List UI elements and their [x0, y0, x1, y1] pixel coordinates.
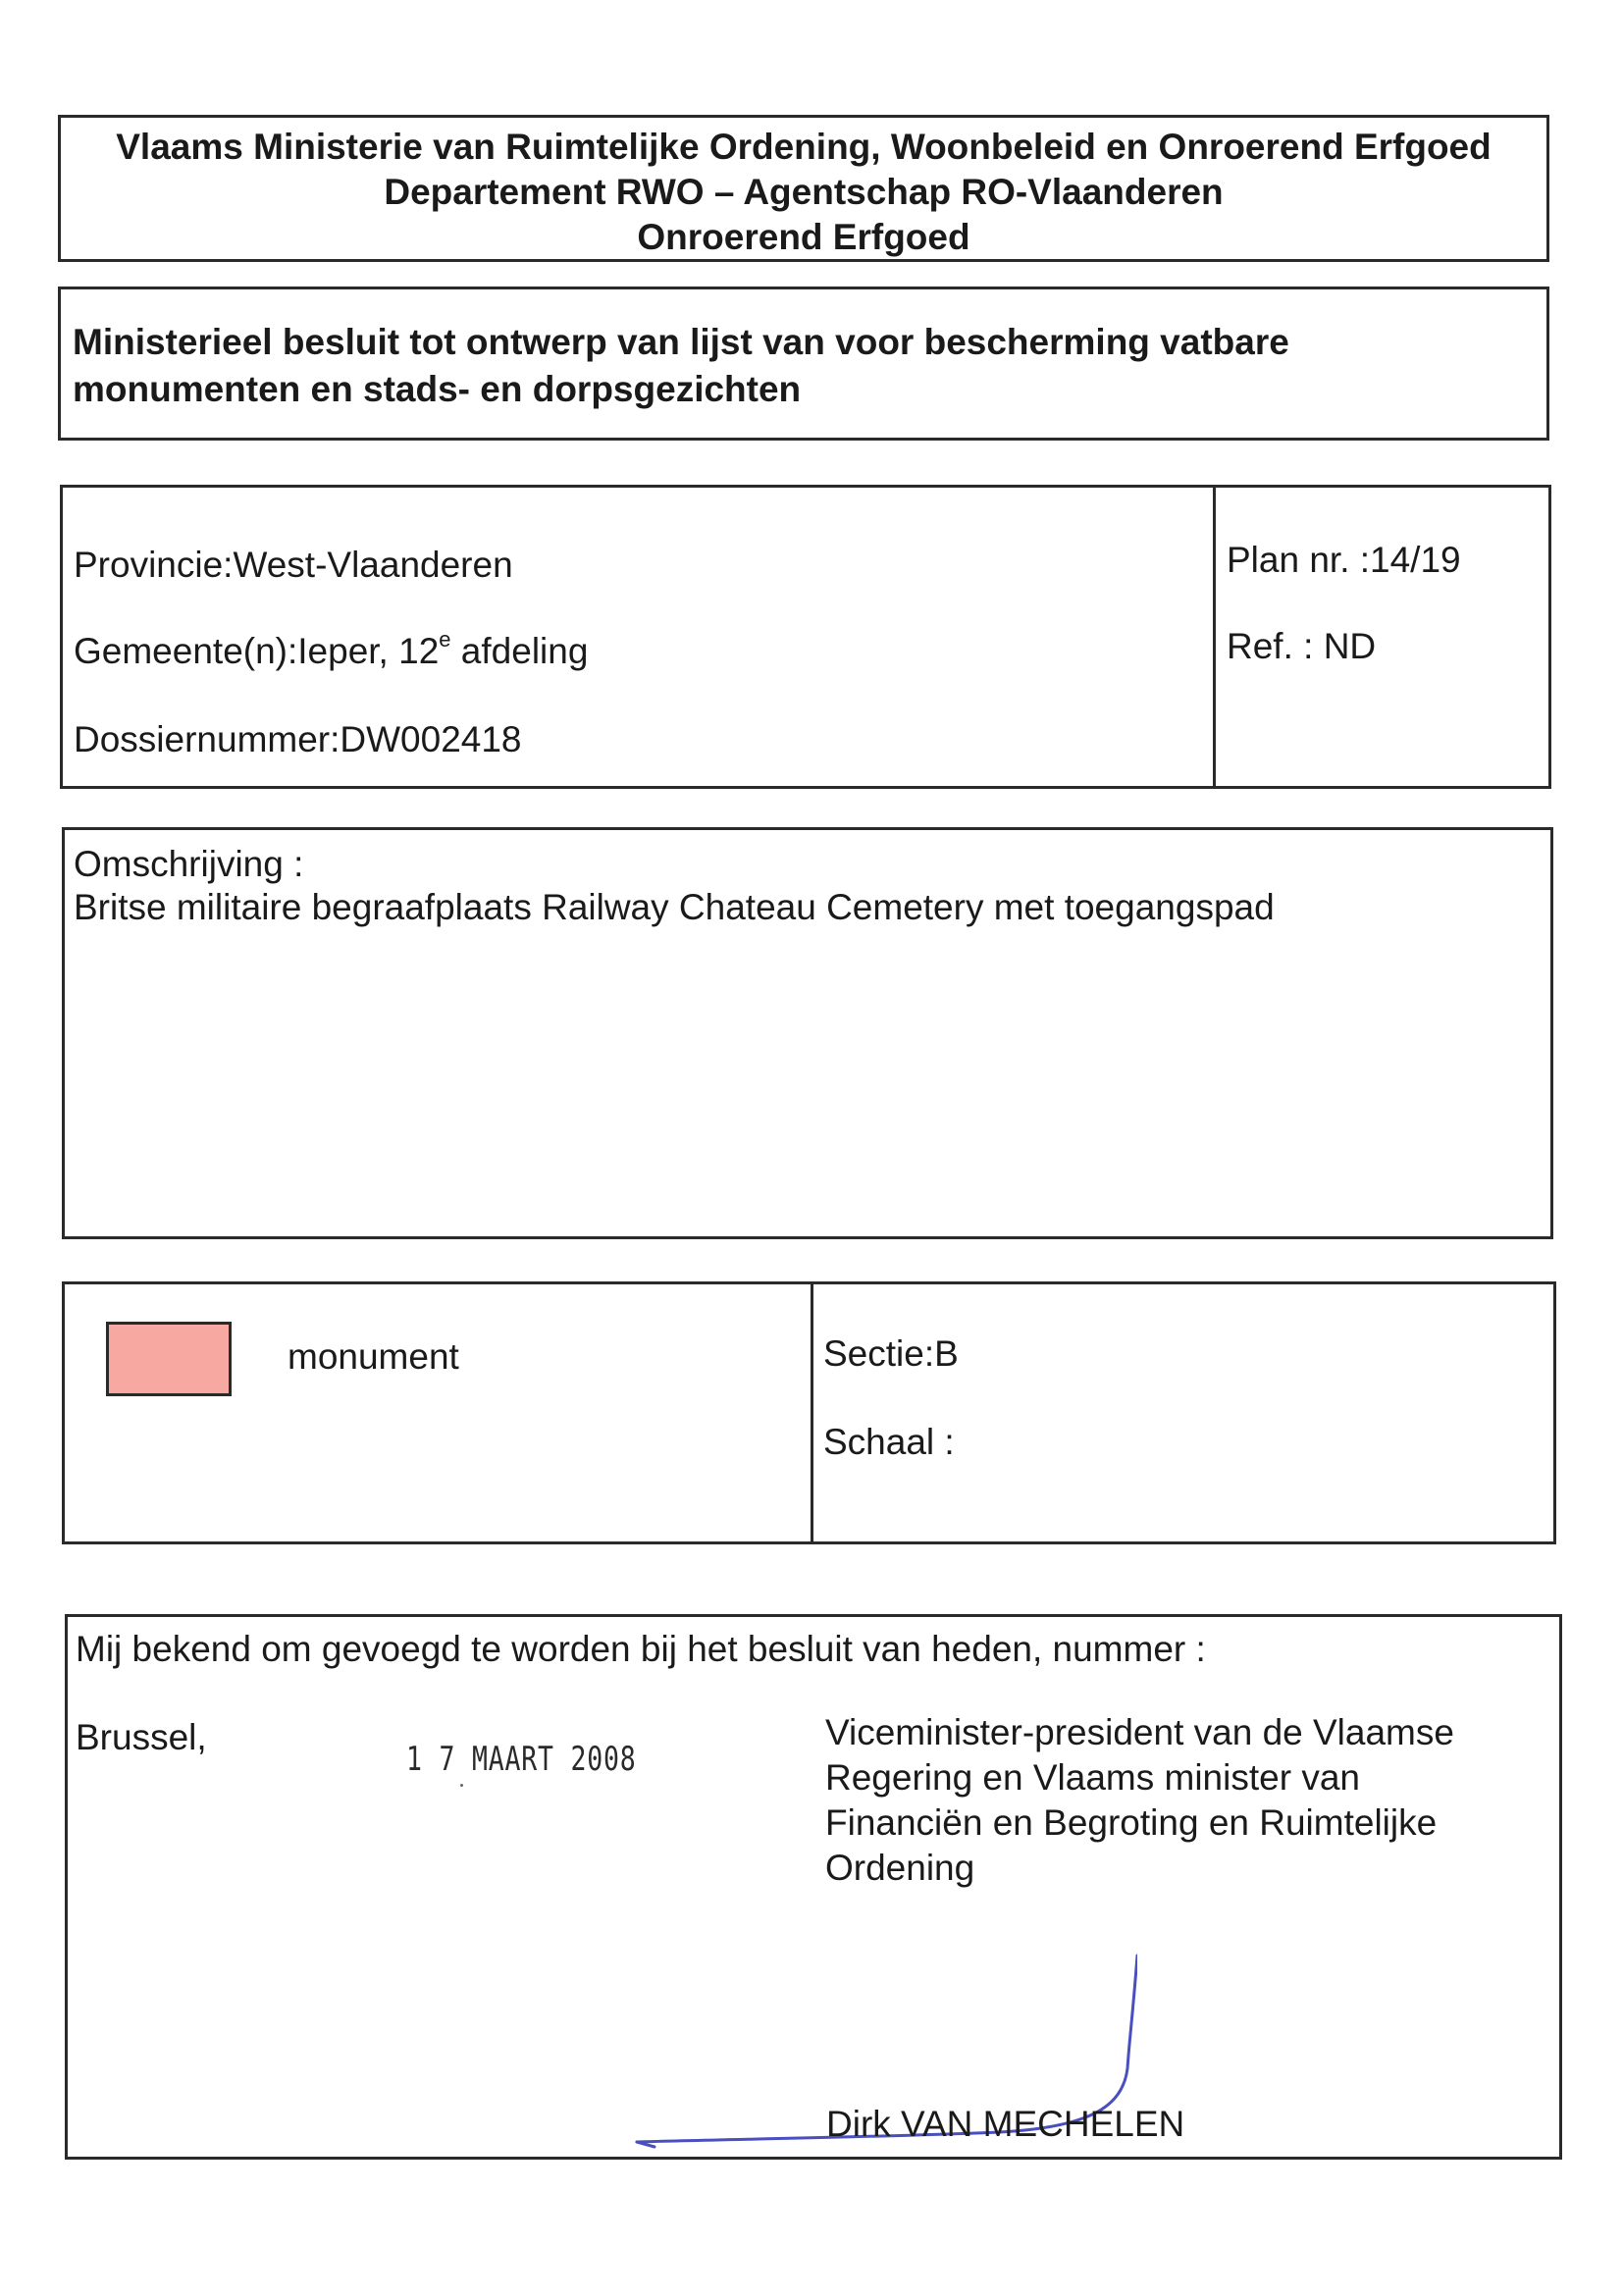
info-divider — [1213, 488, 1216, 786]
decree-title-line-1: Ministerieel besluit tot ontwerp van lijst van voor bescherming vatbare — [73, 322, 1289, 362]
municipality-text: Gemeente(n):Ieper, 12 — [74, 631, 440, 671]
description-text: Britse militaire begraafplaats Railway Chateau Cemetery met toegangspad — [74, 887, 1275, 927]
place-name: Brussel, — [76, 1717, 207, 1757]
description-box — [62, 827, 1553, 1239]
location-info-box — [60, 485, 1551, 789]
section-field: Sectie:B — [823, 1333, 959, 1374]
municipality-superscript: e — [439, 627, 451, 652]
ministry-name: Vlaams Ministerie van Ruimtelijke Ordening, Woonbeleid en Onroerend Erfgoed — [116, 127, 1492, 167]
minister-role-line-3: Financiën en Begroting en Ruimtelijke — [825, 1802, 1438, 1843]
plan-number-field: Plan nr. :14/19 — [1227, 540, 1461, 580]
scale-field: Schaal : — [823, 1422, 955, 1462]
minister-role — [825, 1710, 1454, 1891]
legend-label-monument: monument — [288, 1336, 459, 1377]
dossier-number-field: Dossiernummer:DW002418 — [74, 719, 522, 759]
reference-field: Ref. : ND — [1227, 626, 1377, 666]
minister-role-line-2: Regering en Vlaams minister van — [825, 1757, 1360, 1798]
municipality-division: afdeling — [450, 631, 589, 671]
decree-title-box — [58, 287, 1549, 441]
signature-box — [65, 1614, 1562, 2160]
description-label: Omschrijving : — [74, 844, 304, 884]
monument-color-swatch — [106, 1322, 232, 1396]
minister-name: Dirk VAN MECHELEN — [826, 2104, 1185, 2144]
header-box — [58, 115, 1549, 262]
date-stamp: 1 7 MAART 2008 — [406, 1740, 637, 1779]
stamp-dot — [460, 1784, 463, 1787]
attachment-statement: Mij bekend om gevoegd te worden bij het besluit van heden, nummer : — [76, 1629, 1206, 1669]
legend-box — [62, 1281, 1556, 1544]
legend-divider — [811, 1284, 813, 1541]
agency-name: Onroerend Erfgoed — [637, 217, 970, 257]
department-name: Departement RWO – Agentschap RO-Vlaanderen — [384, 172, 1224, 212]
minister-role-line-1: Viceminister-president van de Vlaamse — [825, 1712, 1454, 1752]
decree-title-line-2: monumenten en stads- en dorpsgezichten — [73, 369, 802, 409]
minister-role-line-4: Ordening — [825, 1848, 975, 1888]
province-field: Provincie:West-Vlaanderen — [74, 545, 513, 585]
municipality-field — [74, 627, 589, 671]
